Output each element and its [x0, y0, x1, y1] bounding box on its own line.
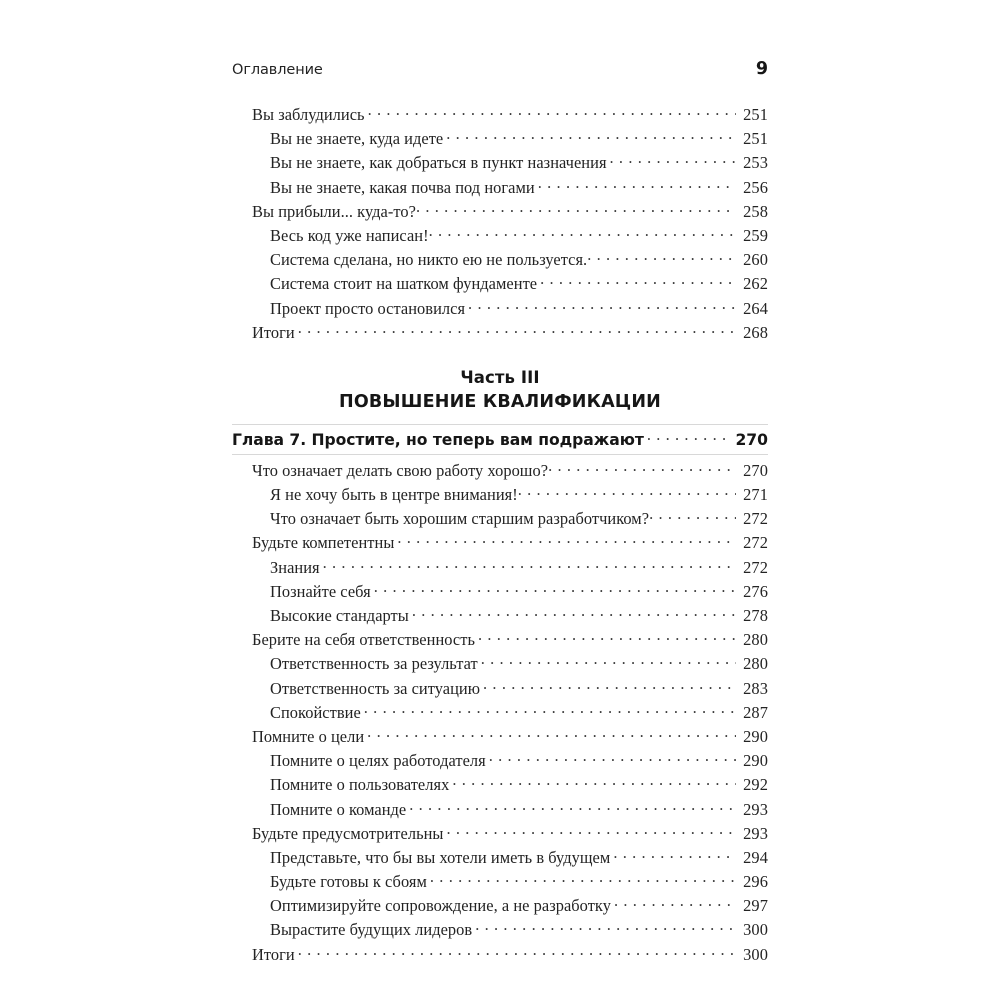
dot-leader — [489, 750, 736, 766]
dot-leader — [475, 919, 736, 935]
toc-entry[interactable] — [232, 508, 768, 532]
toc-entry-page: 290 — [743, 726, 768, 746]
toc-entry-page: 287 — [743, 702, 768, 722]
toc-entry-page: 296 — [743, 872, 768, 892]
toc-entry-page: 280 — [743, 654, 768, 674]
toc-entry-label: Спокойствие — [270, 702, 361, 722]
toc-entry[interactable] — [232, 484, 768, 508]
toc-entry[interactable] — [232, 702, 768, 726]
toc-entry-label: Ответственность за результат — [270, 654, 478, 674]
toc-entry[interactable] — [232, 750, 768, 774]
table-of-contents — [232, 104, 768, 968]
toc-entry-label: Берите на себя ответственность — [252, 630, 475, 650]
toc-entry-label: Вы не знаете, как добраться в пункт назначения — [270, 153, 607, 173]
dot-leader — [298, 944, 736, 960]
part-title: ПОВЫШЕНИЕ КВАЛИФИКАЦИИ — [338, 391, 662, 412]
toc-entry-label: Что означает делать свою работу хорошо? — [252, 460, 549, 480]
toc-entry[interactable] — [232, 104, 768, 128]
toc-entry[interactable] — [232, 895, 768, 919]
dot-leader — [610, 152, 736, 168]
toc-entry-page: 251 — [743, 105, 768, 124]
dot-leader — [478, 629, 736, 645]
toc-entry-page: 268 — [743, 322, 768, 342]
toc-entry[interactable] — [232, 726, 768, 750]
toc-chapter-entry[interactable] — [232, 424, 768, 455]
dot-leader — [409, 799, 736, 815]
toc-entry-label: Вы не знаете, какая почва под ногами — [270, 177, 535, 197]
toc-entry-label: Вы заблудились — [252, 105, 365, 124]
toc-entry-label: Будьте компетентны — [252, 533, 395, 553]
toc-entry[interactable] — [232, 847, 768, 871]
dot-leader — [647, 429, 733, 445]
toc-entry-page: 278 — [743, 606, 768, 625]
part-number: Часть III — [460, 367, 540, 387]
toc-entry-page: 272 — [743, 533, 768, 553]
toc-entry-page: 272 — [743, 509, 768, 529]
toc-entry-label: Итоги — [252, 944, 295, 964]
toc-entry-page: 292 — [743, 775, 768, 795]
spacer — [232, 346, 768, 368]
dot-leader — [364, 702, 736, 718]
toc-entry-label: Весь код уже написан! — [270, 225, 429, 245]
toc-entry-page: 270 — [743, 460, 768, 480]
toc-entry[interactable] — [232, 249, 768, 273]
toc-entry-label: Будьте предусмотрительны — [252, 823, 444, 843]
toc-entry[interactable] — [232, 460, 768, 484]
dot-leader — [429, 225, 736, 241]
toc-entry-label: Проект просто остановился — [270, 298, 466, 318]
dot-leader — [649, 508, 736, 524]
toc-section-bottom — [232, 460, 768, 968]
toc-entry[interactable] — [232, 152, 768, 176]
toc-entry[interactable] — [232, 629, 768, 653]
part-heading — [232, 368, 768, 412]
toc-entry-label: Оптимизируйте сопровождение, а не разработку — [270, 896, 611, 916]
toc-chapter-label: Глава 7. Простите, но теперь вам подражают — [232, 430, 644, 449]
toc-entry-label: Будьте готовы к сбоям — [270, 872, 427, 892]
toc-entry-page: 294 — [743, 847, 768, 867]
toc-entry[interactable] — [232, 128, 768, 152]
toc-entry[interactable] — [232, 871, 768, 895]
toc-entry-page: 253 — [743, 153, 768, 173]
toc-entry-page: 256 — [743, 177, 768, 197]
toc-entry-page: 272 — [743, 557, 768, 577]
spacer — [232, 412, 768, 424]
dot-leader — [452, 774, 736, 790]
toc-entry[interactable] — [232, 273, 768, 297]
dot-leader — [548, 460, 736, 476]
toc-entry[interactable] — [232, 799, 768, 823]
toc-section-top — [232, 104, 768, 346]
toc-entry[interactable] — [232, 944, 768, 968]
toc-entry-page: 290 — [743, 751, 768, 771]
toc-entry-page: 283 — [743, 678, 768, 698]
toc-entry-page: 262 — [743, 274, 768, 294]
toc-entry[interactable] — [232, 678, 768, 702]
toc-entry-page: 260 — [743, 250, 768, 270]
dot-leader — [298, 322, 736, 338]
toc-entry-label: Помните о цели — [252, 726, 365, 746]
dot-leader — [374, 581, 736, 597]
toc-entry-label: Вырастите будущих лидеров — [270, 920, 473, 940]
toc-entry-label: Я не хочу быть в центре внимания! — [270, 485, 518, 505]
toc-entry-label: Вы прибыли... куда-то? — [252, 201, 416, 221]
running-head-title: Оглавление — [232, 62, 323, 78]
toc-entry[interactable] — [232, 225, 768, 249]
toc-chapter-page: 270 — [735, 430, 768, 449]
toc-entry-page: 297 — [743, 896, 768, 916]
dot-leader — [446, 128, 736, 144]
toc-entry-page: 300 — [743, 944, 768, 964]
toc-entry[interactable] — [232, 322, 768, 346]
dot-leader — [614, 895, 736, 911]
dot-leader — [587, 249, 736, 265]
toc-entry-label: Итоги — [252, 322, 295, 342]
dot-leader — [446, 823, 736, 839]
dot-leader — [468, 298, 736, 314]
running-head-page-number: 9 — [755, 59, 768, 79]
dot-leader — [397, 532, 736, 548]
toc-entry-page: 258 — [743, 201, 768, 221]
toc-entry[interactable] — [232, 823, 768, 847]
toc-entry[interactable] — [232, 919, 768, 943]
toc-entry-page: 251 — [743, 129, 768, 149]
toc-entry[interactable] — [232, 532, 768, 556]
dot-leader — [481, 653, 736, 669]
dot-leader — [613, 847, 736, 863]
toc-entry-label: Вы не знаете, куда идете — [270, 129, 444, 149]
toc-entry-page: 259 — [743, 225, 768, 245]
toc-entry-label: Что означает быть хорошим старшим разработчиком? — [270, 509, 650, 529]
toc-entry[interactable] — [232, 581, 768, 605]
dot-leader — [323, 557, 736, 573]
dot-leader — [430, 871, 736, 887]
toc-entry-label: Помните о целях работодателя — [270, 751, 486, 771]
toc-entry[interactable] — [232, 177, 768, 201]
toc-entry[interactable] — [232, 653, 768, 677]
toc-entry-page: 300 — [743, 920, 768, 940]
dot-leader — [538, 177, 736, 193]
toc-entry-label: Помните о команде — [270, 799, 407, 819]
dot-leader — [416, 201, 736, 217]
dot-leader — [518, 484, 736, 500]
toc-entry-label: Ответственность за ситуацию — [270, 678, 481, 698]
toc-entry[interactable] — [232, 298, 768, 322]
dot-leader — [368, 104, 736, 120]
toc-entry-label: Познайте себя — [270, 581, 371, 601]
toc-entry-label: Помните о пользователях — [270, 775, 450, 795]
toc-entry-label: Знания — [270, 557, 320, 577]
running-head — [232, 59, 768, 79]
toc-entry[interactable] — [232, 557, 768, 581]
toc-entry-page: 271 — [743, 485, 768, 505]
toc-entry-page: 293 — [743, 823, 768, 843]
toc-entry-page: 264 — [743, 298, 768, 318]
toc-entry-page: 280 — [743, 630, 768, 650]
dot-leader — [483, 678, 736, 694]
toc-entry-label: Система сделана, но никто ею не пользуется. — [270, 250, 588, 270]
toc-entry-label: Высокие стандарты — [270, 606, 409, 625]
toc-entry[interactable] — [232, 201, 768, 225]
toc-entry[interactable] — [232, 774, 768, 798]
toc-entry-page: 293 — [743, 799, 768, 819]
dot-leader — [367, 726, 736, 742]
toc-entry[interactable] — [232, 605, 768, 629]
dot-leader — [540, 273, 736, 289]
toc-entry-page: 276 — [743, 581, 768, 601]
toc-entry-label: Система стоит на шатком фундаменте — [270, 274, 538, 294]
dot-leader — [412, 605, 736, 621]
toc-entry-label: Представьте, что бы вы хотели иметь в будущем — [270, 847, 611, 867]
